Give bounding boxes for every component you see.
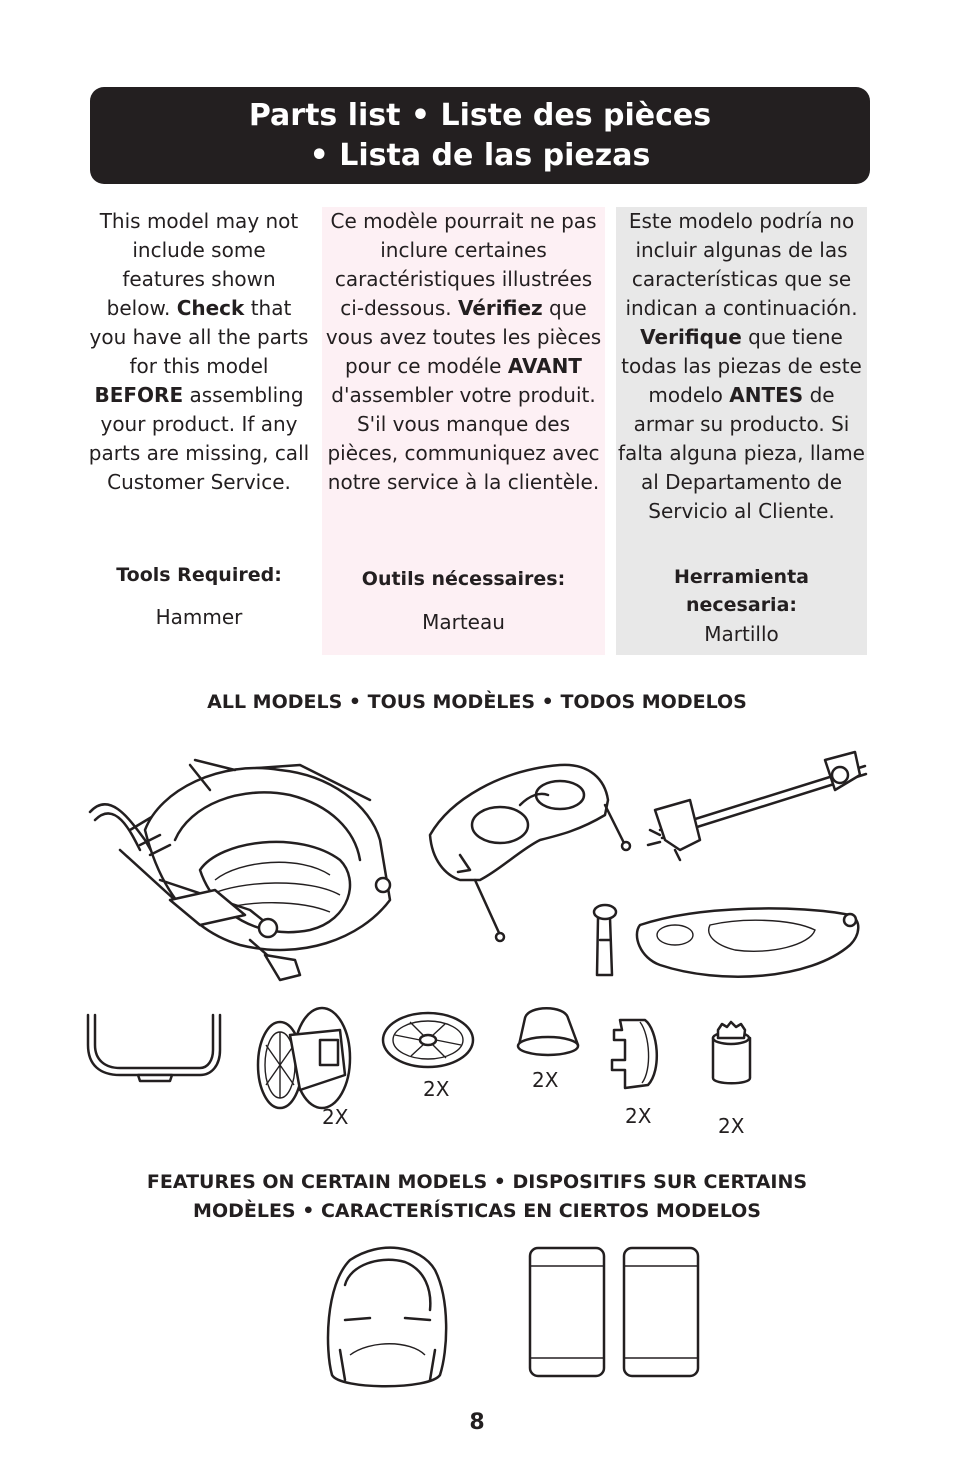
- french-bold-avant: AVANT: [507, 354, 582, 378]
- english-text-1: This model may not include some features shown below.: [99, 209, 299, 320]
- clip-quantity: 2X: [625, 1104, 652, 1128]
- head-support-icon: [328, 1248, 446, 1387]
- french-bold-verifiez: Vérifiez: [457, 296, 543, 320]
- french-text-3: d'assembler votre produit. S'il vous manque des pièces, communiquez avec notre service à la clientèle.: [327, 383, 600, 494]
- spanish-text-3: de armar su producto. Si falta alguna pieza, llame al Departamento de Servicio al Cliente.: [618, 383, 865, 523]
- connector-quantity: 2X: [718, 1114, 745, 1138]
- pad-icon: [530, 1248, 698, 1376]
- cap-quantity: 2X: [532, 1068, 559, 1092]
- french-text-2: que vous avez toutes les pièces pour ce modéle: [325, 296, 602, 378]
- english-text-3: assembling your product. If any parts are missing, call Customer Service.: [88, 383, 310, 494]
- handle-bar-icon: [88, 1015, 220, 1081]
- features-heading: [60, 1168, 894, 1226]
- title-line-2: • Lista de las piezas: [309, 138, 651, 173]
- rear-wheel-icon: [258, 1008, 350, 1108]
- front-wheel-icon: [383, 1013, 473, 1067]
- spanish-tools-value: Martillo: [704, 622, 779, 646]
- english-tools-value: Hammer: [155, 605, 243, 629]
- pin-icon: [594, 905, 616, 975]
- features-heading-line-1: FEATURES ON CERTAIN MODELS • DISPOSITIFS SUR CERTAINS: [146, 1171, 808, 1193]
- spanish-bold-antes: ANTES: [729, 383, 804, 407]
- spanish-bold-verifique: Verifique: [640, 325, 742, 349]
- french-tools-label: Outils nécessaires:: [361, 568, 566, 590]
- french-tools-value: Marteau: [422, 610, 505, 634]
- page-number: 8: [469, 1410, 485, 1435]
- features-heading-line-2: MODÈLES • CARACTERÍSTICAS EN CIERTOS MODELOS: [193, 1200, 761, 1222]
- french-text-1: Ce modèle pourrait ne pas inclure certaines caractéristiques illustrées ci-dessous.: [330, 209, 597, 320]
- front-wheel-quantity: 2X: [423, 1077, 450, 1101]
- rear-wheel-quantity: 2X: [322, 1105, 349, 1129]
- english-bold-check: Check: [176, 296, 245, 320]
- cap-icon: [518, 1008, 578, 1055]
- stroller-frame-icon: [90, 760, 390, 980]
- spanish-text-2: que tiene todas las piezas de este modelo: [621, 325, 862, 407]
- axle-icon: [648, 752, 866, 860]
- english-bold-before: BEFORE: [94, 383, 184, 407]
- spanish-tools-label: Herramienta necesaria:: [674, 566, 809, 616]
- english-text-2: that you have all the parts for this model: [89, 296, 309, 378]
- title-line-1: Parts list • Liste des pièces: [248, 98, 712, 133]
- connector-icon: [713, 1022, 750, 1083]
- clip-icon: [612, 1020, 657, 1088]
- parent-tray-icon: [637, 908, 858, 976]
- spanish-text-1: Este modelo podría no incluir algunas de las características que se indican a continuación.: [625, 209, 858, 320]
- all-models-heading: ALL MODELS • TOUS MODÈLES • TODOS MODELOS: [207, 691, 747, 713]
- english-tools-label: Tools Required:: [116, 564, 282, 586]
